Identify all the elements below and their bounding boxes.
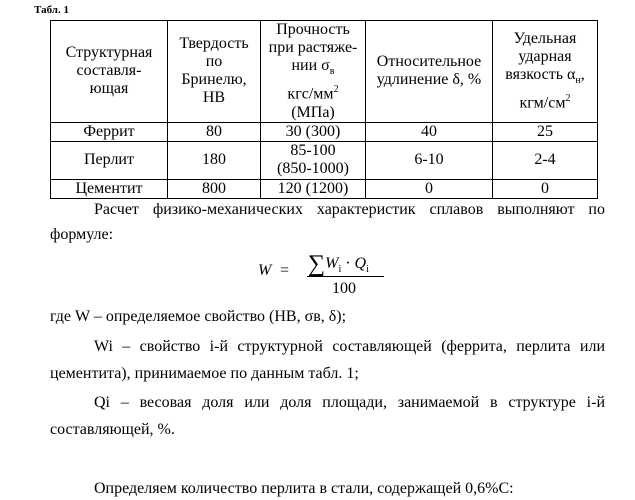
table-cell: Перлит: [51, 141, 168, 179]
intro-paragraph-line1: Расчет физико-механических характеристик сплавов выполняют по: [94, 201, 605, 218]
header-elongation: Относительное удлинение δ, %: [366, 21, 493, 123]
table-cell: 0: [366, 179, 493, 198]
properties-table: [50, 20, 598, 199]
qi-definition-line2: составляющей, %.: [50, 421, 175, 438]
header-hardness: Твердость по Бринелю, HB: [168, 21, 261, 123]
header-tensile-strength: Прочность при растяже- нии $\sigma_в$ кгс/$мм^2$ (МПа): [261, 21, 366, 123]
table-cell: Феррит: [51, 122, 168, 141]
header-impact-toughness: Удельная ударная вязкость $\alpha_н$, кгм/$см^2$: [493, 21, 598, 123]
table-cell: 40: [366, 122, 493, 141]
table-cell: 2-4: [493, 141, 598, 179]
table-cell: 25: [493, 122, 598, 141]
intro-paragraph-line2: формуле:: [50, 226, 114, 243]
table-row: [51, 141, 598, 179]
table-cell: 80: [168, 122, 261, 141]
table-header-row: [51, 21, 598, 123]
table-cell: 800: [168, 179, 261, 198]
table-cell: 120 (1200): [261, 179, 366, 198]
where-line: где W – определяемое свойство (НВ, σв, δ);: [50, 308, 347, 325]
table-cell: 180: [168, 141, 261, 179]
wi-definition-line2: цементита), принимаемое по данным табл. 1;: [50, 365, 359, 382]
table-cell: Цементит: [51, 179, 168, 198]
fraction-bar: [307, 276, 384, 277]
formula-lhs: W: [258, 262, 272, 279]
table-cell: 0: [493, 179, 598, 198]
table-cell: 30 (300): [261, 122, 366, 141]
formula-denominator: 100: [332, 280, 356, 297]
formula-numerator: $\sum W_i \cdot Q_i$: [308, 251, 369, 277]
table-row: [51, 179, 598, 198]
final-line: Определяем количество перлита в стали, содержащей 0,6%С:: [94, 480, 514, 497]
table-caption: Табл. 1: [34, 4, 69, 16]
sum-symbol: ∑: [308, 251, 326, 277]
wi-definition-line1: Wi – свойство i-й структурной составляющей (феррита, перлита или: [94, 338, 605, 355]
header-structural-component: Структурная составля- ющая: [51, 21, 168, 123]
qi-definition-line1: Qi – весовая доля или доля площади, занимаемой в структуре i-й: [94, 394, 605, 411]
table-cell: 85-100 (850-1000): [261, 141, 366, 179]
table-cell: 6-10: [366, 141, 493, 179]
table-row: [51, 122, 598, 141]
formula-equals: =: [280, 262, 290, 279]
